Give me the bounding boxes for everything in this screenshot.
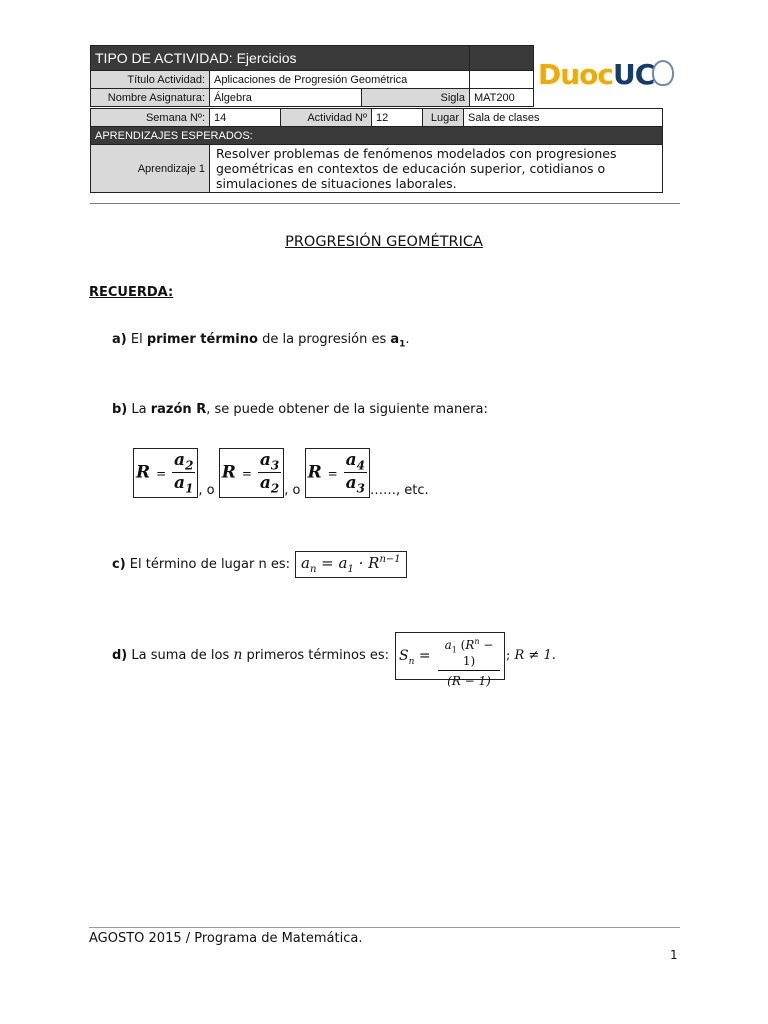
lugar-value: Sala de clases <box>464 109 663 127</box>
sum-num-a: a <box>444 638 452 652</box>
item-text: La <box>131 402 151 417</box>
sum-lhs: S <box>399 648 409 664</box>
ratio-formula-2: R = $\frac{a_3}{a_2}$ <box>219 448 284 498</box>
header-blank-cell <box>470 46 534 71</box>
sum-lhs-sub: n <box>408 656 415 667</box>
ratio-den: a <box>345 473 357 494</box>
aprendizajes-heading: APRENDIZAJES ESPERADOS: <box>91 127 663 145</box>
ratio-lhs: R <box>307 462 322 483</box>
page-number: 1 <box>670 948 678 962</box>
sum-num-rest: − 1 <box>462 638 494 669</box>
symbol-sub: 1 <box>399 339 406 350</box>
gt-a1: a <box>338 554 348 572</box>
aprendizaje1-label: Aprendizaje 1 <box>91 145 210 193</box>
item-marker: b) <box>112 402 128 417</box>
ratio-den-sub: 2 <box>270 481 280 496</box>
item-c <box>112 557 290 572</box>
sum-condition: ; R ≠ 1. <box>506 648 556 663</box>
duoc-uc-logo <box>538 58 654 91</box>
item-text: El término de lugar n es: <box>129 557 291 572</box>
ratio-num-sub: 2 <box>185 458 194 473</box>
sum-num-r: R <box>465 638 475 652</box>
sigla-label: Sigla <box>361 89 469 107</box>
sum-num-a-sub: 1 <box>451 645 457 655</box>
gt-lhs-sub: n <box>309 564 317 575</box>
item-text: La suma de los <box>131 648 234 663</box>
logo-uc-text: UC <box>613 58 655 91</box>
gt-lhs: a <box>301 554 310 572</box>
gt-exp: n−1 <box>379 554 401 565</box>
symbol-a: a <box>390 332 400 347</box>
item-bold: razón R <box>150 402 207 417</box>
ratio-den-sub: 1 <box>185 481 194 496</box>
header-divider <box>90 203 680 204</box>
ratio-num-sub: 3 <box>270 458 280 473</box>
document-title: PROGRESIÓN GEOMÉTRICA <box>285 234 483 250</box>
ratio-formulas <box>133 448 429 498</box>
item-a <box>112 332 410 350</box>
ratio-separator: , o <box>284 482 305 498</box>
ratio-den: a <box>174 473 186 494</box>
item-marker: c) <box>112 557 126 572</box>
asignatura-label: Nombre Asignatura: <box>91 89 210 107</box>
logo-duoc-text: Duoc <box>538 58 614 91</box>
item-text: de la progresión es <box>257 332 391 347</box>
ratio-num: a <box>259 450 271 470</box>
lugar-label: Lugar <box>423 109 464 127</box>
item-d <box>112 647 389 663</box>
semana-value: 14 <box>210 109 281 127</box>
ratio-num: a <box>345 450 357 470</box>
sigla-value: MAT200 <box>470 89 534 107</box>
ratio-lhs: R <box>136 462 151 483</box>
item-text: . <box>405 332 410 347</box>
asignatura-value: Álgebra <box>210 89 362 107</box>
ratio-num-sub: 4 <box>356 458 365 473</box>
item-text: El <box>130 332 147 347</box>
activity-header-table <box>90 45 534 107</box>
gt-a1-sub: 1 <box>347 564 354 575</box>
sum-den: (R − 1) <box>447 674 491 689</box>
footer-divider <box>89 927 680 928</box>
ratio-num: a <box>174 450 186 470</box>
actividad-label: Actividad Nº <box>281 109 372 127</box>
item-marker: a) <box>112 332 127 347</box>
ratio-separator: , o <box>198 482 219 498</box>
footer-text: AGOSTO 2015 / Programa de Matemática. <box>89 931 363 946</box>
ratio-den: a <box>259 473 271 494</box>
uc-seal-icon <box>652 60 674 86</box>
semana-label: Semana Nº: <box>91 109 210 127</box>
gt-r: R <box>368 554 380 572</box>
ratio-formula-3: R = $\frac{a_4}{a_3}$ <box>305 448 370 498</box>
item-marker: d) <box>112 648 128 663</box>
ratio-formula-1: R = $\frac{a_2}{a_1}$ <box>133 448 198 498</box>
item-n-symbol: n <box>233 647 243 663</box>
actividad-value: 12 <box>372 109 423 127</box>
sum-num-exp: n <box>474 637 480 646</box>
ratio-lhs: R <box>221 462 236 483</box>
sum-condition-text: R ≠ 1 <box>514 648 552 663</box>
ratio-den-sub: 3 <box>356 481 365 496</box>
titulo-value: Aplicaciones de Progresión Geométrica <box>210 71 470 89</box>
activity-type: TIPO DE ACTIVIDAD: Ejercicios <box>91 46 470 71</box>
recuerda-heading: RECUERDA: <box>89 285 174 300</box>
item-b <box>112 402 488 417</box>
sum-formula: $S_n$ = $a_1$ $(R^n - 1)$ (R − 1) <box>395 632 505 680</box>
item-text: primeros términos es: <box>242 648 390 663</box>
titulo-label: Título Actividad: <box>91 71 210 89</box>
item-bold: primer término <box>146 332 258 347</box>
activity-details-table <box>90 108 663 193</box>
header-blank-cell <box>470 71 534 89</box>
item-text: , se puede obtener de la siguiente manera: <box>206 402 488 417</box>
general-term-formula: $a_n = a_1 \cdot R^{n-1}$ <box>295 551 407 578</box>
ratio-etc: ……, etc. <box>369 482 429 498</box>
aprendizaje1-text: Resolver problemas de fenómenos modelados con progresiones geométricas en contextos de educación superior, cotidianos o simulaciones de situaciones laborales. <box>210 145 663 193</box>
